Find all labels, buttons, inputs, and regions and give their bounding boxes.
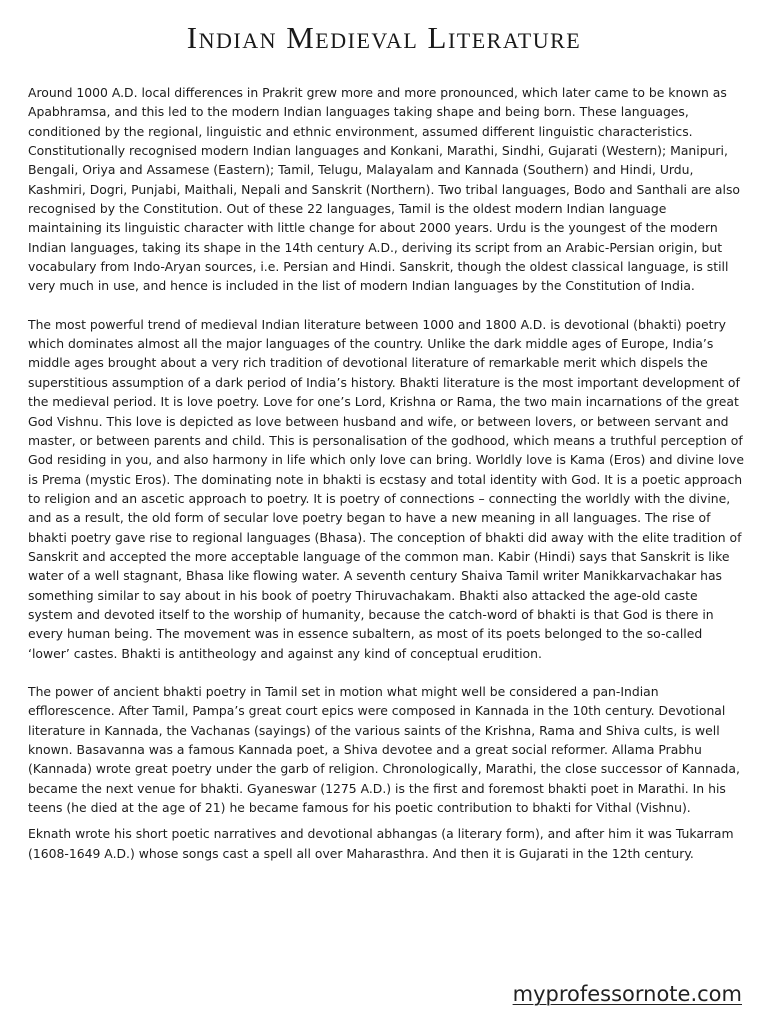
paragraph-tamil-kannada-marathi: The power of ancient bhakti poetry in Tamil set in motion what might well be considered a pan-Indian efflorescence. After Tamil, Pampa’s great court epics were composed in Kannada in the 10th century. Devotional literature in Kannada, the Vachanas (sayings) of the various saints of the Krishna, Rama and Shiva cults, is well known. Basavanna was a famous Kannada poet, a Shiva devotee and a great social reformer. Allama Prabhu (Kannada) wrote great poetry under the garb of religion. Chronologically, Marathi, the close successor of Kannada, became the next venue for bhakti. Gyaneswar (1275 A.D.) is the first and foremost bhakti poet in Marathi. In his teens (he died at the age of 21) he became famous for his poetic contribution to bhakti for Vithal (Vishnu). [28, 683, 740, 816]
website-link[interactable]: myprofessornote.com [512, 982, 742, 1006]
page-title: Indian Medieval Literature [186, 20, 582, 55]
paragraph-bhakti-trend: The most powerful trend of medieval Indian literature between 1000 and 1800 A.D. is devotional (bhakti) poetry which dominates almost all the major languages of the country. Unlike the dark middle ages of Europe, India’s middle ages brought about a very rich tradition of devotional literature of remarkable merit which dispels the superstitious assumption of a dark period of India’s history. Bhakti literature is the most important development of the medieval period. It is love poetry. Love for one’s Lord, Krishna or Rama, the two main incarnations of the great God Vishnu. This love is depicted as love between husband and wife, or between lovers, or between servant and master, or between parents and child. This is personalisation of the godhood, which means a truthful perception of God residing in you, and also harmony in life which only love can bring. Worldly love is Kama (Eros) and divine love is Prema (mystic Eros). The dominating note in bhakti is ecstasy and total identity with God. It is a poetic approach to religion and an ascetic approach to poetry. It is poetry of connections – connecting the worldly with the divine, and as a result, the old form of secular love poetry began to have a new meaning in all languages. The rise of bhakti poetry gave rise to regional languages (Bhasa). The conception of bhakti did away with the elite tradition of Sanskrit and accepted the more acceptable language of the common man. Kabir (Hindi) says that Sanskrit is like water of a well stagnant, Bhasa like flowing water. A seventh century Shaiva Tamil writer Manikkarvachakar has something similar to say about in his book of poetry Thiruvachakam. Bhakti also attacked the age-old caste system and devoted itself to the worship of humanity, because the catch-word of bhakti is that God is there in every human being. The movement was in essence subaltern, as most of its poets belonged to the so-called ‘lower’ castes. Bhakti is antitheology and against any kind of conceptual erudition. [28, 316, 744, 661]
paragraph-eknath-tukaram: Eknath wrote his short poetic narratives and devotional abhangas (a literary form), and after him it was Tukarram (1608-1649 A.D.) whose songs cast a spell all over Maharasthra. And then it is Gujarati in the 12th century. [28, 826, 734, 861]
article-body [28, 83, 744, 863]
paragraph-languages: Around 1000 A.D. local differences in Prakrit grew more and more pronounced, which later came to be known as Apabhramsa, and this led to the modern Indian languages taking shape and being born. These languages, conditioned by the regional, linguistic and ethnic environment, assumed different linguistic characteristics. Constitutionally recognised modern Indian languages and Konkani, Marathi, Sindhi, Gujarati (Western); Manipuri, Bengali, Oriya and Assamese (Eastern); Tamil, Telugu, Malayalam and Kannada (Southern) and Hindi, Urdu, Kashmiri, Dogri, Punjabi, Maithali, Nepali and Sanskrit (Northern). Two tribal languages, Bodo and Santhali are also recognised by the Constitution. Out of these 22 languages, Tamil is the oldest modern Indian language maintaining its linguistic character with little change for about 2000 years. Urdu is the youngest of the modern Indian languages, taking its shape in the 14th century A.D., deriving its script from an Arabic-Persian origin, but vocabulary from Indo-Aryan sources, i.e. Persian and Hindi. Sanskrit, though the oldest classical language, is still very much in use, and hence is included in the list of modern Indian languages by the Constitution of India. [28, 85, 740, 294]
